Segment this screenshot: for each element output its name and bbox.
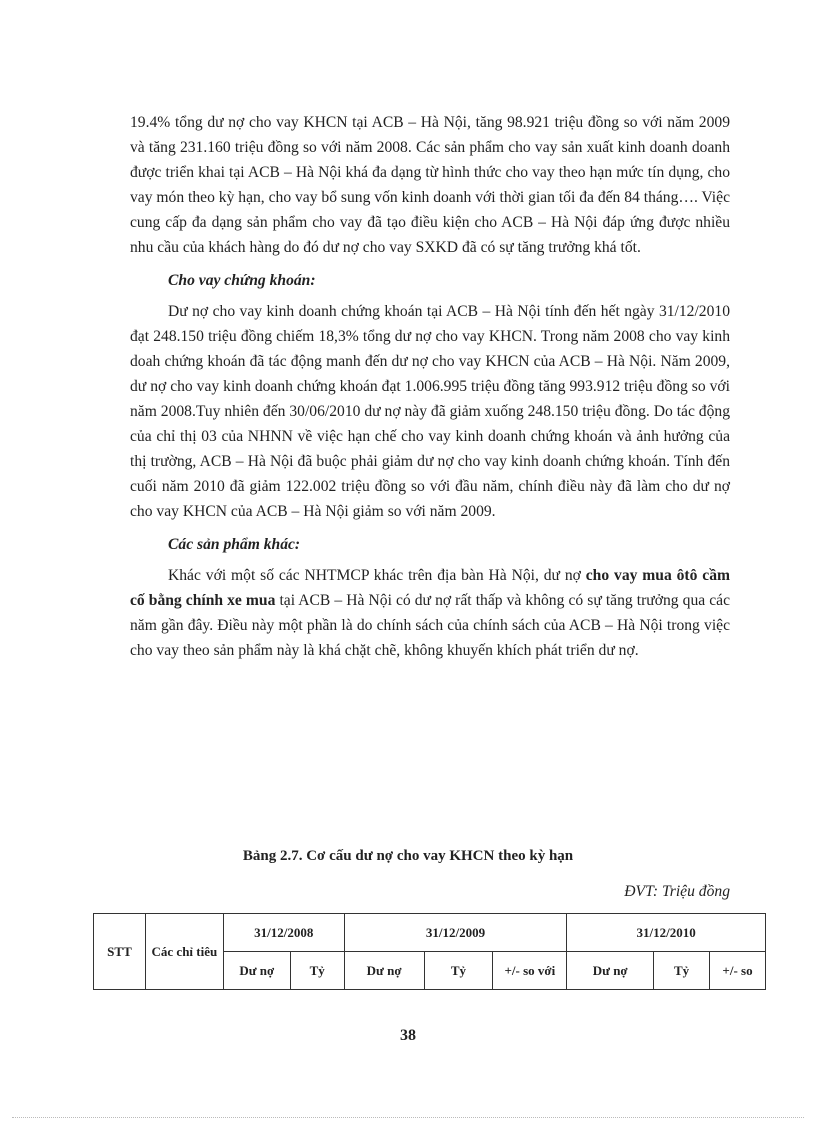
paragraph-other-start: Khác với một số các NHTMCP khác trên địa bàn Hà Nội, dư nợ [168, 567, 586, 584]
body-text [130, 110, 730, 663]
header-2009: 31/12/2009 [344, 914, 567, 952]
header-stt: STT [94, 914, 146, 990]
header-2010-change: +/- so [710, 952, 766, 990]
header-2009-balance: Dư nợ [344, 952, 424, 990]
table-header-row [94, 914, 766, 952]
header-2008-ratio: Tỷ [290, 952, 344, 990]
heading-securities-loans: Cho vay chứng khoán: [168, 272, 316, 289]
header-criteria: Các chỉ tiêu [145, 914, 223, 990]
header-2010-ratio: Tỷ [654, 952, 710, 990]
table-unit: ĐVT: Triệu đồng [624, 883, 730, 900]
header-2010-balance: Dư nợ [567, 952, 654, 990]
page-number: 38 [400, 1027, 416, 1044]
header-2008: 31/12/2008 [223, 914, 344, 952]
paragraph-other-products [130, 563, 730, 663]
header-2009-change: +/- so với [493, 952, 567, 990]
paragraph-securities-loans: Dư nợ cho vay kinh doanh chứng khoán tại ACB – Hà Nội tính đến hết ngày 31/12/2010 đạt 248.150 triệu đồng chiếm 18,3% tổng dư nợ cho vay KHCN. Trong năm 2008 cho vay kinh doah chứng khoán đã tác động manh đến dư nợ cho vay KHCN của ACB – Hà Nội. Năm 2009, dư nợ cho vay kinh doanh chứng khoán đạt 1.006.995 triệu đồng tăng 993.912 triệu đồng so với năm 2008.Tuy nhiên đến 30/06/2010 dư nợ này đã giảm xuống 248.150 triệu đồng. Do tác động của chỉ thị 03 của NHNN về việc hạn chế cho vay kinh doanh chứng khoán và ảnh hưởng của thị trường, ACB – Hà Nội đã buộc phải giảm dư nợ cho vay kinh doanh chứng khoán. Tính đến cuối năm 2010 đã giảm 122.002 triệu đồng so với đầu năm, chính điều này đã làm cho dư nợ cho vay KHCN của ACB – Hà Nội giảm so với năm 2009. [130, 303, 730, 520]
table-title: Bảng 2.7. Cơ cấu dư nợ cho vay KHCN theo kỳ hạn [242, 848, 574, 864]
header-2009-ratio: Tỷ [424, 952, 493, 990]
page-bottom-divider [12, 1117, 804, 1118]
header-2008-balance: Dư nợ [223, 952, 290, 990]
loan-term-table [93, 913, 766, 990]
heading-other-products: Các sản phẩm khác: [168, 536, 301, 553]
header-2010: 31/12/2010 [567, 914, 766, 952]
paragraph-business-loans: 19.4% tổng dư nợ cho vay KHCN tại ACB – Hà Nội, tăng 98.921 triệu đồng so với năm 2009 và tăng 231.160 triệu đồng so với năm 2008. Các sản phẩm cho vay sản xuất kinh doanh doanh được triển khai tại ACB – Hà Nội khá đa dạng từ hình thức cho vay theo hạn mức tín dụng, cho vay món theo kỳ hạn, cho vay bổ sung vốn kinh doanh với thời gian tối đa đến 84 tháng…. Việc cung cấp đa dạng sản phẩm cho vay đã tạo điều kiện cho ACB – Hà Nội đáp ứng được nhiều nhu cầu của khách hàng do đó dư nợ cho vay SXKD đã có sự tăng trưởng khá tốt. [130, 114, 730, 256]
paragraph-other-end: tại ACB – Hà Nội có dư nợ rất thấp và không có sự tăng trưởng qua các năm gần đây. Điều này một phần là do chính sách của chính sách của ACB – Hà Nội trong việc cho vay theo sản phẩm này là khá chặt chẽ, không khuyến khích phát triển dư nợ. [130, 592, 730, 659]
paragraph-other-bold: cho vay mua ôtô cầm cố bằng chính xe mua [130, 567, 730, 609]
